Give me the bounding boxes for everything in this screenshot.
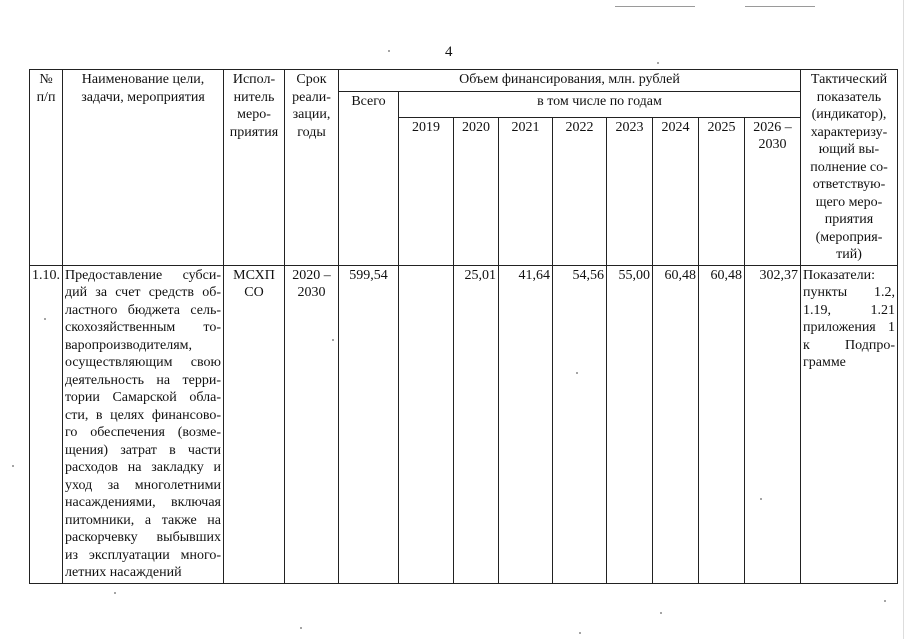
header-year: 2020 [454, 117, 499, 265]
financing-table [29, 69, 898, 584]
scan-speck [760, 498, 762, 500]
row-value [399, 265, 454, 583]
header-year: 2026 – 2030 [745, 117, 801, 265]
header-term: Срок реали-зации, годы [285, 70, 339, 266]
header-total: Всего [339, 92, 399, 266]
header-by-years: в том числе по годам [399, 92, 801, 118]
row-value: 60,48 [699, 265, 745, 583]
scan-speck [332, 339, 334, 341]
table-row [30, 265, 898, 583]
row-value: 60,48 [653, 265, 699, 583]
row-name: Предоставление субси-дий за счет средств об-ластного бюджета сель-скохозяйственным то-варопроизводителям, осуществляющим свою деятельность на терри-тории Самарской обла-сти, в целях финансово-го обеспечения (возме-щения) затрат в части расходов на закладку и уход за многолетними насаждениями, включая питомники, а также на раскорчевку выбывших из эксплуатации много-летних насаждений [63, 265, 224, 583]
scan-speck [44, 318, 46, 320]
scan-speck [300, 627, 302, 629]
scan-speck [388, 50, 390, 52]
scan-speck [12, 465, 14, 467]
scan-speck [884, 600, 886, 602]
row-value: 54,56 [553, 265, 607, 583]
header-indicator: Тактический показатель (индикатор), характеризу-ющий вы-полнение со-ответствую-щего меро-приятия (мероприя-тий) [801, 70, 898, 266]
row-value: 302,37 [745, 265, 801, 583]
header-year: 2024 [653, 117, 699, 265]
header-executor: Испол-нитель меро-приятия [224, 70, 285, 266]
header-year: 2019 [399, 117, 454, 265]
header-year: 2022 [553, 117, 607, 265]
scan-speck [576, 372, 578, 374]
scan-speck [114, 592, 116, 594]
header-year: 2023 [607, 117, 653, 265]
scan-edge [903, 0, 904, 639]
row-value: 41,64 [499, 265, 553, 583]
scan-speck [579, 632, 581, 634]
scan-artifact-line [615, 6, 695, 7]
page-number: 4 [445, 44, 453, 60]
row-value: 25,01 [454, 265, 499, 583]
row-num: 1.10. [30, 265, 63, 583]
header-num: № п/п [30, 70, 63, 266]
header-name: Наименование цели, задачи, мероприятия [63, 70, 224, 266]
scan-speck [657, 62, 659, 64]
row-term: 2020 – 2030 [285, 265, 339, 583]
header-year: 2025 [699, 117, 745, 265]
row-executor: МСХП СО [224, 265, 285, 583]
row-value: 55,00 [607, 265, 653, 583]
row-total: 599,54 [339, 265, 399, 583]
scan-speck [660, 612, 662, 614]
header-year: 2021 [499, 117, 553, 265]
scan-artifact-line [745, 6, 815, 7]
header-funding: Объем финансирования, млн. рублей [339, 70, 801, 92]
row-indicator: Показатели: пункты 1.2, 1.19, 1.21 приложения 1 к Подпро-грамме [801, 265, 898, 583]
